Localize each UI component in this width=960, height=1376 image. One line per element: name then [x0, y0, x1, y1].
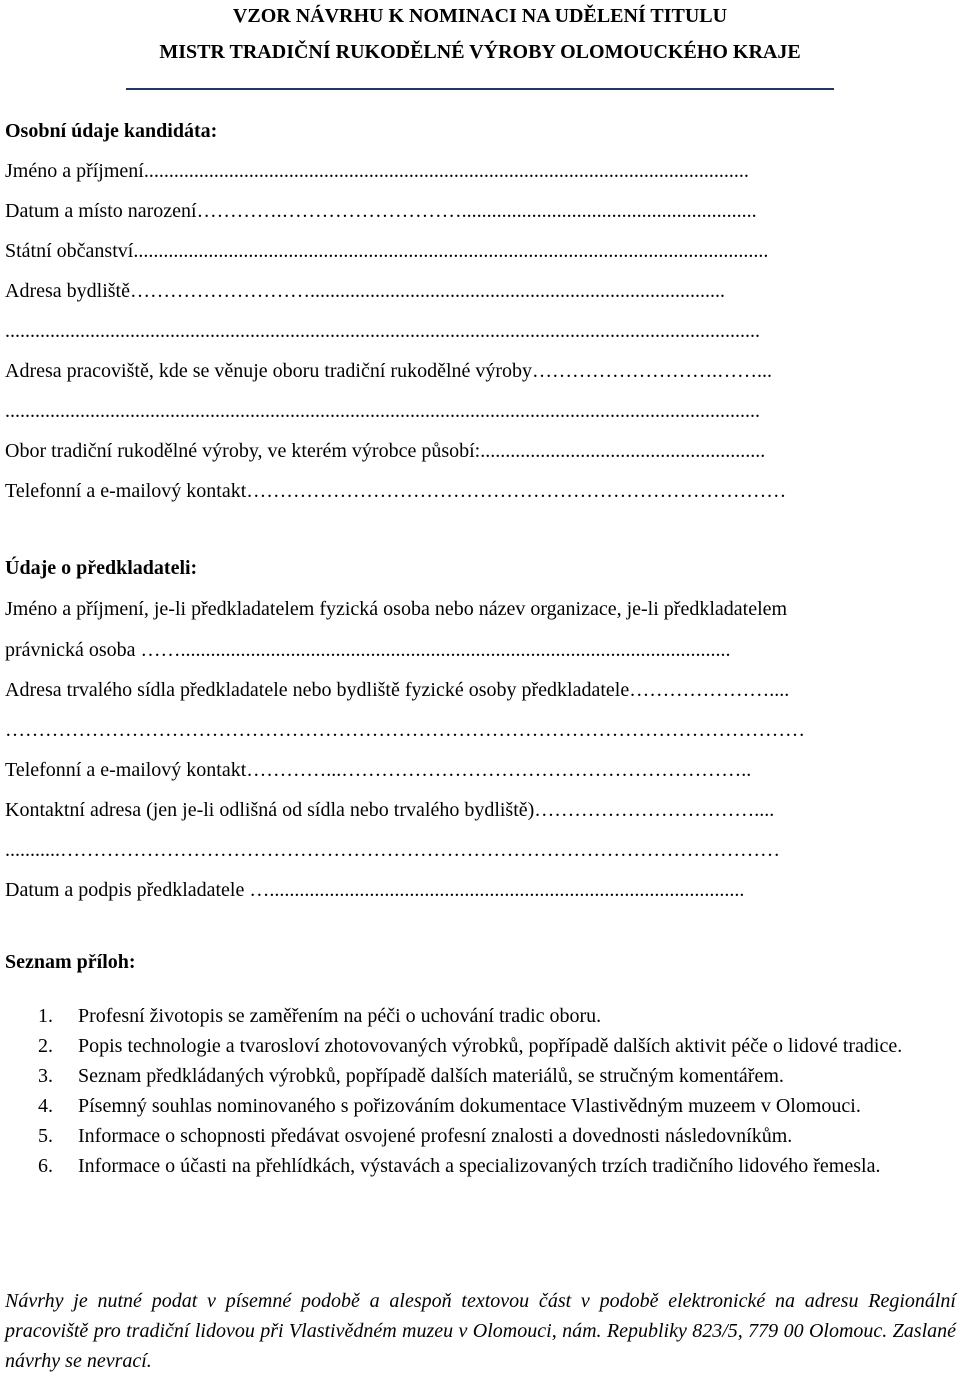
submitter-name-field: Jméno a příjmení, je-li předkladatelem fyzická osoba nebo název organizace, je-li předkladatelem: [5, 598, 788, 620]
list-item: [0, 1091, 960, 1121]
candidate-workplace-field: Adresa pracoviště, kde se věnuje oboru tradiční rukodělné výroby……………………….……...: [5, 360, 773, 382]
list-item-text: Písemný souhlas nominovaného s pořizováním dokumentace Vlastivědným muzeem v Olomouci.: [78, 1095, 861, 1117]
list-item-number: 4.: [38, 1095, 53, 1117]
submitter-contact-field: Telefonní a e-mailový kontakt…………...……………………………………………………..: [5, 759, 752, 781]
list-item-text: Popis technologie a tvarosloví zhotovovaných výrobků, popřípadě dalších aktivit péče o lidové tradice.: [78, 1035, 903, 1057]
list-item-number: 6.: [38, 1155, 53, 1177]
candidate-contact-field: Telefonní a e-mailový kontakt………………………………………………………………………: [5, 480, 787, 502]
submitter-name-continuation: právnická osoba ……..............................................................................................................: [5, 639, 731, 661]
submitter-address-field: Adresa trvalého sídla předkladatele nebo bydliště fyzické osoby předkladatele…………………....: [5, 679, 790, 701]
document-title-line-2: MISTR TRADIČNÍ RUKODĚLNÉ VÝROBY OLOMOUCKÉHO KRAJE: [159, 41, 801, 63]
submitter-address-continuation: …………………………………………………………………………………………………………: [5, 719, 805, 741]
list-item-text: Seznam předkládaných výrobků, popřípadě dalších materiálů, se stručným komentářem.: [78, 1065, 784, 1087]
candidate-section-heading: Osobní údaje kandidáta:: [5, 120, 218, 142]
candidate-craft-field: Obor tradiční rukodělné výroby, ve kterém výrobce působí:.........................................................: [5, 440, 766, 462]
document-title-line-1: VZOR NÁVRHU K NOMINACI NA UDĚLENÍ TITULU: [232, 5, 728, 27]
attachments-heading: Seznam příloh:: [5, 951, 136, 973]
submitter-section-heading: Údaje o předkladateli:: [5, 557, 198, 579]
list-item: [0, 1001, 960, 1031]
candidate-address-continuation: .......................................................................................................................................................: [5, 320, 760, 342]
list-item: [0, 1031, 960, 1061]
submitter-contact-address-continuation: ...........………………………………………………………………………………………………: [5, 839, 780, 861]
list-item: [0, 1061, 960, 1091]
list-item: [0, 1121, 960, 1151]
candidate-birth-field: Datum a místo narození………….………………………...........................................................: [5, 200, 757, 222]
list-item-number: 1.: [38, 1005, 53, 1027]
list-item-number: 2.: [38, 1035, 53, 1057]
submitter-signature-field: Datum a podpis předkladatele …...............................................................................................: [5, 879, 745, 901]
list-item-text: Profesní životopis se zaměřením na péči o uchování tradic oboru.: [78, 1005, 602, 1027]
list-item-number: 3.: [38, 1065, 53, 1087]
candidate-address-field: Adresa bydliště………………………...................................................................................: [5, 280, 725, 302]
candidate-workplace-continuation: .......................................................................................................................................................: [5, 400, 760, 422]
candidate-citizenship-field: Státní občanství...............................................................................................................................: [5, 240, 769, 262]
submitter-contact-address-field: Kontaktní adresa (jen je-li odlišná od sídla nebo trvalého bydliště)……………………………....: [5, 799, 775, 821]
candidate-name-field: Jméno a příjmení.........................................................................................................................: [5, 160, 749, 182]
submission-note: Návrhy je nutné podat v písemné podobě a alespoň textovou část v podobě elektronické na adresu Regionální pracoviště pro tradiční lidovou při Vlastivědném muzeu v Olomouci, nám. Republiky 823/5, 779 00 Olomouc. Zaslané návrhy se nevrací.: [5, 1290, 956, 1372]
list-item-text: Informace o účasti na přehlídkách, výstavách a specializovaných trzích tradičního lidového řemesla.: [78, 1155, 881, 1177]
list-item-text: Informace o schopnosti předávat osvojené profesní znalosti a dovednosti následovníkům.: [78, 1125, 793, 1147]
list-item-number: 5.: [38, 1125, 53, 1147]
list-item: [0, 1151, 960, 1181]
attachments-list: [0, 1001, 960, 1181]
title-underline: [126, 88, 834, 90]
